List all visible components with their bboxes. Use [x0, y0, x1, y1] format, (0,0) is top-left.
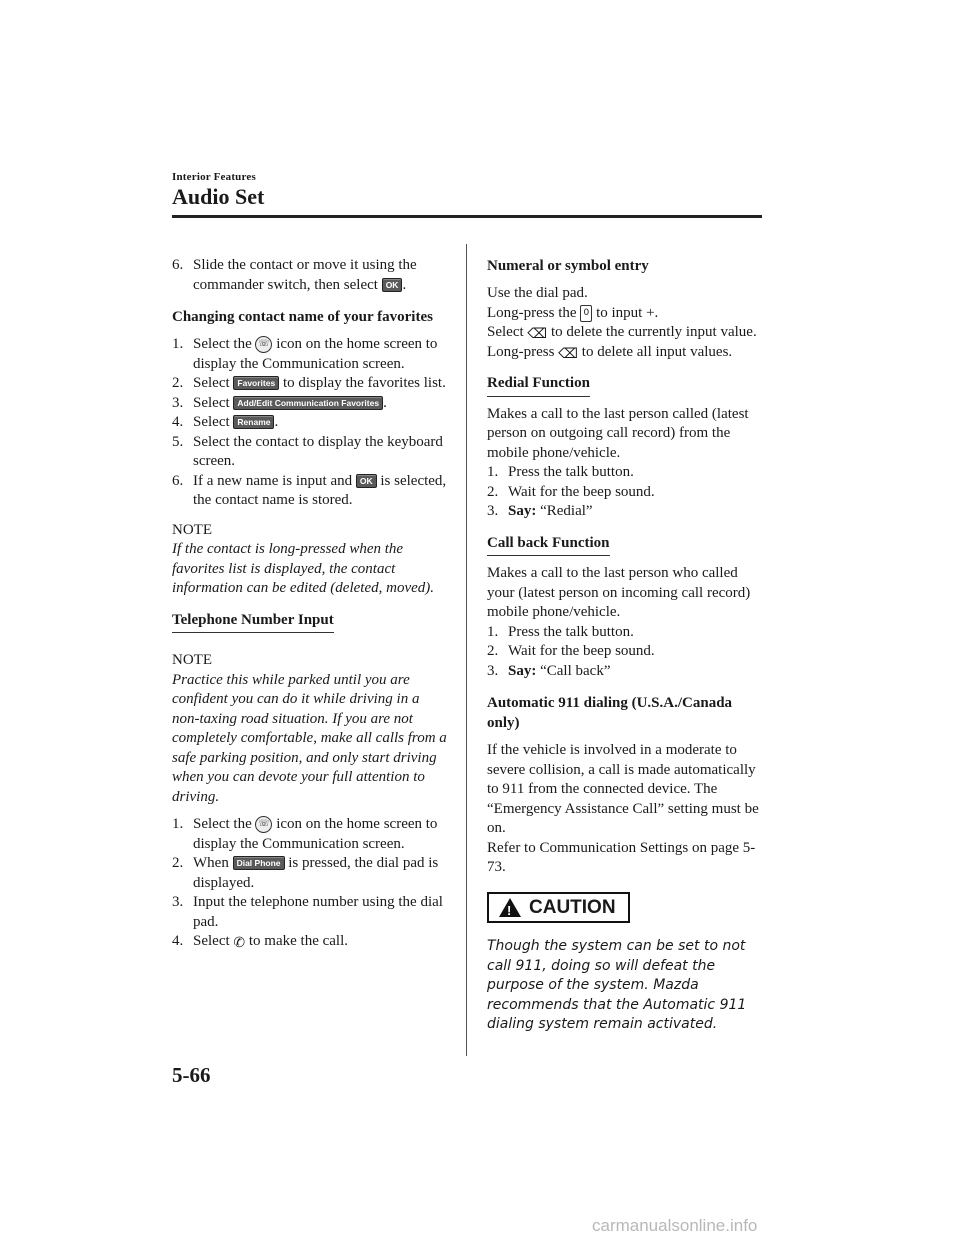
tel-step-2: 2. When Dial Phone is pressed, the dial pad is displayed.	[172, 855, 439, 891]
change-step-2: 2. Select Favorites to display the favorites list.	[172, 375, 446, 391]
ok-button: OK	[356, 474, 377, 488]
redial-heading: Redial Function	[487, 374, 590, 397]
change-step-1: 1. Select the ☏ icon on the home screen to display the Communication screen.	[172, 336, 438, 372]
section-label: Interior Features	[172, 171, 256, 183]
change-step-6: 6. If a new name is input and OK is selected, the contact name is stored.	[172, 472, 447, 508]
change-step-5: 5. Select the contact to display the keyboard screen.	[172, 433, 443, 469]
step-6: 6. Slide the contact or move it using the commander switch, then select OK .	[172, 257, 417, 293]
header-rule	[172, 215, 762, 218]
phone-app-icon: ☏	[255, 336, 272, 353]
tel-step-4: 4. Select ✆ to make the call.	[172, 933, 349, 951]
page-number: 5-66	[172, 1063, 211, 1087]
left-column	[172, 256, 448, 952]
backspace-icon: ⌫	[527, 326, 548, 342]
note-heading: NOTE	[172, 652, 212, 668]
change-step-3: 3. Select Add/Edit Communication Favorites .	[172, 394, 387, 411]
right-column: Numeral or symbol entry Use the dial pad. Long-press the 0 to input +. Select ⌫ to delete the currently input value. Long-press ⌫ to delete all input values. Redial Function Makes a call to the last person called (latest person on outgoing call record) from the mobile phone/vehicle. 1. Press the talk button. 2. Wait for the beep sound. 3. Say: “Redial” Call back Function Makes a call to the last person who called your (latest person on incoming call record) mobile phone/vehicle. 1. Press the talk button. 2. Wait for the beep sound. 3. Say: “Call back” Automatic 911 dialing (U.S.A./Canada only) If the vehicle is involved in a moderate to severe collision, a call is made automatically to 911 from the connected device. The “Emergency Assistance Call” setting must be on. Refer to Communication Settings on page 5-73. ! CAUTION Though the system can be set to not call 911, doing so will defeat the purpose of the system. Mazda recommends that the Automatic 911 dialing system remain activated.	[487, 256, 763, 1035]
automatic-911-heading: Automatic 911 dialing (U.S.A./Canada only)	[487, 695, 733, 731]
tel-step-1: 1. Select the ☏ icon on the home screen to display the Communication screen.	[172, 816, 438, 852]
key-icon: 0	[580, 305, 592, 322]
changing-contact-heading: Changing contact name of your favorites	[172, 309, 433, 325]
caution-label: ! CAUTION	[487, 892, 630, 924]
change-step-4: 4. Select Rename .	[172, 414, 279, 430]
caution-text: Though the system can be set to not call 911, doing so will defeat the purpose of the system. Mazda recommends that the Automatic 911 dialing system remain activated.	[487, 938, 747, 1032]
column-divider	[466, 244, 467, 1056]
handset-icon: ✆	[233, 935, 246, 951]
favorites-button: Favorites	[233, 376, 279, 390]
page-title: Audio Set	[172, 184, 265, 209]
call-back-heading: Call back Function	[487, 534, 610, 557]
tel-step-3: 3. Input the telephone number using the dial pad.	[172, 894, 443, 930]
phone-app-icon: ☏	[255, 816, 272, 833]
backspace-icon: ⌫	[558, 345, 579, 362]
telephone-number-input-heading: Telephone Number Input	[172, 611, 334, 634]
note-text: Practice this while parked until you are confident you can do it while driving in a non-taxing road situation. If you are not completely comfortable, make all calls from a safe parking position, and only start driving when you can devote your full attention to driving.	[172, 671, 447, 805]
add-edit-favorites-button: Add/Edit Communication Favorites	[233, 396, 383, 410]
watermark: carmanualsonline.info	[592, 1216, 758, 1235]
warning-triangle-icon	[499, 898, 521, 917]
ok-button: OK	[382, 278, 403, 292]
note-heading: NOTE	[172, 521, 212, 538]
numeral-entry-heading: Numeral or symbol entry	[487, 258, 649, 274]
dial-phone-button: Dial Phone	[233, 856, 285, 870]
rename-button: Rename	[233, 415, 274, 429]
note-text: If the contact is long-pressed when the favorites list is displayed, the contact information can be edited (deleted, moved).	[172, 541, 435, 596]
